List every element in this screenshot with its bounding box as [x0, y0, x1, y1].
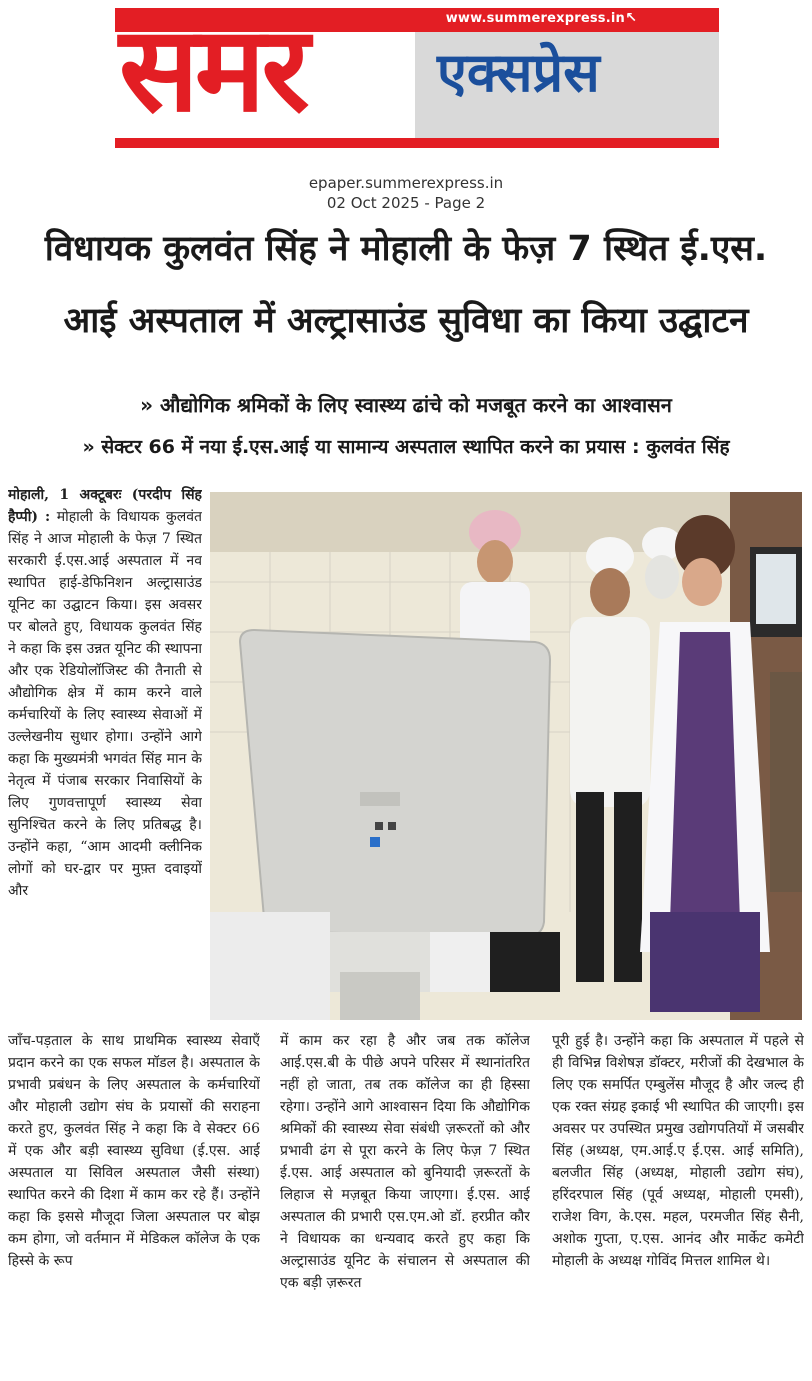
subheading-1: » औद्योगिक श्रमिकों के लिए स्वास्थ्य ढांचे को मजबूत करने का आश्वासन [140, 393, 672, 417]
article-column-1-top [8, 484, 202, 1030]
article-column-2: में काम कर रहा है और जब तक कॉलेज आई.एस.बी के पीछे अपने परिसर में स्थानांतरित नहीं हो जाता, तब तक कॉलेज का ही हिस्सा रहेगा। उन्होंने आगे आश्वासन दिया कि औद्योगिक श्रमिकों की स्वास्थ्य सेवा संबंधी ज़रूरतों को और प्रभावी ढंग से पूरा करने के लिए फेज़ 7 स्थित ई.एस. आई अस्पताल को बुनियादी ज़रूरतों के लिहाज से मज़बूत किया जाएगा। ई.एस. आई अस्पताल की प्रभारी एस.एम.ओ डॉ. हरप्रीत कौर ने विधायक का धन्यवाद करते हुए कहा कि अल्ट्रासाउंड यूनिट के संचालन से अस्पताल की एक बड़ी ज़रूरत [280, 1033, 530, 1291]
headline-line-2: आई अस्पताल में अल्ट्रासाउंड सुविधा का किया उद्घाटन [63, 301, 749, 341]
headline-line-1: विधायक कुलवंत सिंह ने मोहाली के फेज़ 7 स्थित ई.एस. [44, 229, 768, 269]
edition-date-page: 02 Oct 2025 - Page 2 [326, 194, 486, 212]
cursor-icon: ↖ [625, 10, 637, 26]
masthead-logo [115, 0, 719, 158]
masthead-subtitle: एक्सप्रेस [437, 41, 600, 104]
masthead-bottom-strip [115, 138, 719, 148]
article-text: मोहाली के विधायक कुलवंत सिंह ने आज मोहाली के फेज़ 7 स्थित सरकारी ई.एस.आई अस्पताल में नव स्थापित हाई-डेफिनिशन अल्ट्रासाउंड यूनिट का उद्घाटन किया। इस अवसर पर बोलते हुए, विधायक कुलवंत सिंह ने कहा कि इस उन्नत यूनिट की स्थापना और एक रेडियोलॉजिस्ट की तैनाती से औद्योगिक क्षेत्र में काम करने वाले कर्मचारियों के लिए स्वास्थ्य सेवाओं में उल्लेखनीय सुधार होगा। उन्होंने आगे कहा कि मुख्यमंत्री भगवंत सिंह मान के नेतृत्व में पंजाब सरकार निवासियों के लिए गुणवत्तापूर्ण स्वास्थ्य सेवा सुनिश्चित करने के लिए प्रतिबद्ध है। उन्होंने कहा, “आम आदमी क्लीनिक लोगों को घर-द्वार पर मुफ़्त दवाइयों और [8, 509, 202, 899]
subheading-2: » सेक्टर 66 में नया ई.एस.आई या सामान्य अस्पताल स्थापित करने का प्रयास : कुलवंत सिंह [82, 436, 730, 458]
dateline: मोहाली, 1 अक्टूबरः (परदीप सिंह हैप्पी) : [8, 487, 202, 525]
masthead-title: समर [119, 0, 306, 138]
masthead-url: www.summerexpress.in [445, 11, 625, 26]
article-column-3: पूरी हुई है। उन्होंने कहा कि अस्पताल में पहले से ही विभिन्न विशेषज्ञ डॉक्टर, मरीजों की देखभाल के लिए एक समर्पित एम्बुलेंस मौजूद है और जल्द ही एक रक्त संग्रह इकाई भी स्थापित की जाएगी। इस अवसर पर उपस्थित प्रमुख उद्योगपतियों में जसबीर सिंह (अध्यक्ष, एम.आई.ए ई.एस. आई समिति), बलजीत सिंह (अध्यक्ष, मोहाली उद्योग संघ), हरिंदरपाल सिंह (पूर्व अध्यक्ष, मोहाली एमसी), राजेश विग, के.एस. महल, परमजीत सिंह सैनी, अशोक गुप्ता, ए.एस. आनंद और मार्केट कमेटी मोहाली के अध्यक्ष गोविंद मित्तल शामिल थे। [552, 1033, 804, 1269]
photo-illustration [210, 492, 802, 1020]
news-photo [210, 492, 802, 1020]
epaper-site: epaper.summerexpress.in [308, 174, 504, 192]
article-column-1-bottom: जाँच-पड़ताल के साथ प्राथमिक स्वास्थ्य सेवाएँ प्रदान करने का एक सफल मॉडल है। अस्पताल के प्रभावी प्रबंधन के लिए अस्पताल के कर्मचारियों और मोहाली उद्योग संघ के प्रयासों की सराहना करते हुए, कुलवंत सिंह ने कहा कि वे सेक्टर 66 में एक और बड़ी स्वास्थ्य सुविधा (ई.एस. आई अस्पताल या सिविल अस्पताल जैसी संस्था) स्थापित करने की दिशा में काम कर रहे हैं। उन्होंने कहा कि इससे मौजूदा जिला अस्पताल पर बोझ कम होगा, जो वर्तमान में मेडिकल कॉलेज के एक हिस्से के रूप [8, 1033, 260, 1269]
